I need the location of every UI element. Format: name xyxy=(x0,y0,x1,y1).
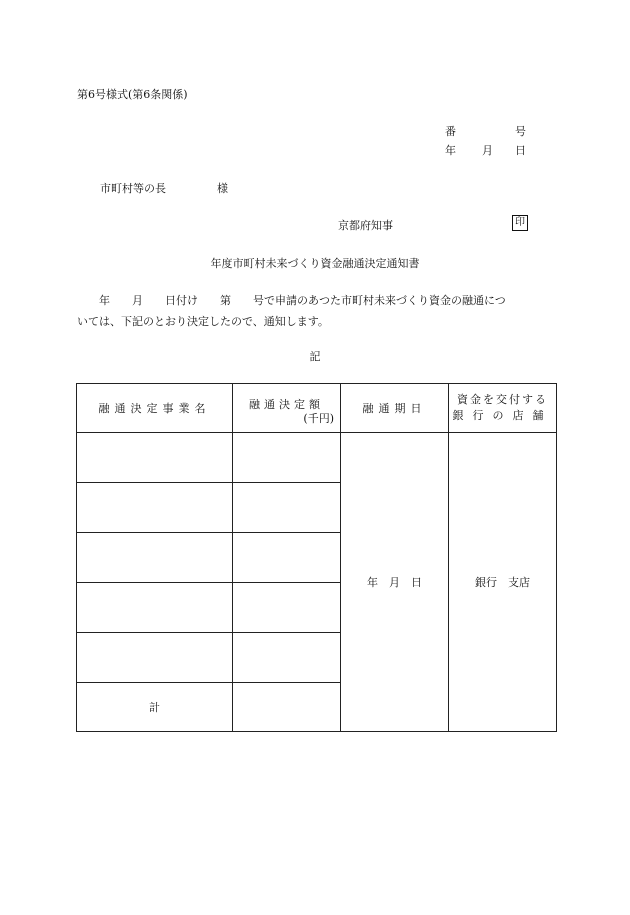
project-cell xyxy=(77,433,233,483)
period-cell xyxy=(341,433,449,732)
total-label-cell xyxy=(77,683,233,732)
header-bank-line-2: 銀行の店舗 xyxy=(452,409,553,422)
ki-heading: 記 xyxy=(309,350,321,363)
header-project-name-label: 融通決定事業名 xyxy=(98,402,211,415)
table-header-row xyxy=(77,384,557,433)
amount-cell xyxy=(233,533,341,583)
header-bank xyxy=(449,384,557,433)
amount-cell xyxy=(233,483,341,533)
project-cell xyxy=(77,583,233,633)
date-day-label: 日 xyxy=(515,144,526,157)
header-amount-label: 融通決定額 xyxy=(249,398,324,411)
total-amount-cell xyxy=(233,683,341,732)
period-value: 年 月 日 xyxy=(367,576,422,589)
project-cell xyxy=(77,633,233,683)
header-amount-unit: (千円) xyxy=(303,412,334,425)
body-text-line-2: いては、下記のとおり決定したので、通知します。 xyxy=(77,315,329,328)
project-cell xyxy=(77,483,233,533)
amount-cell xyxy=(233,583,341,633)
bank-value: 銀行 支店 xyxy=(475,576,530,589)
header-project-name xyxy=(77,384,233,433)
reference-go-label: 号 xyxy=(515,125,526,138)
project-cell xyxy=(77,533,233,583)
header-period-label: 融通期日 xyxy=(362,402,427,415)
body-text-line-1: 年 月 日付け 第 号で申請のあつた市町村未来づくり資金の融通につ xyxy=(77,294,506,307)
addressee-name: 市町村等の長 xyxy=(100,182,166,195)
date-month-label: 月 xyxy=(482,144,493,157)
table-row xyxy=(77,433,557,483)
addressee-honorific: 様 xyxy=(217,182,228,195)
seal-mark: 印 xyxy=(512,215,528,231)
issuer-name: 京都府知事 xyxy=(338,219,393,232)
financing-table xyxy=(76,383,557,732)
bank-cell xyxy=(449,433,557,732)
header-amount xyxy=(233,384,341,433)
date-year-label: 年 xyxy=(445,144,456,157)
header-period xyxy=(341,384,449,433)
amount-cell xyxy=(233,433,341,483)
document-title: 年度市町村未来づくり資金融通決定通知書 xyxy=(210,257,420,270)
total-label: 計 xyxy=(149,701,160,714)
reference-ban-label: 番 xyxy=(445,125,456,138)
amount-cell xyxy=(233,633,341,683)
header-bank-line-1: 資金を交付する xyxy=(457,393,548,406)
form-number: 第6号様式(第6条関係) xyxy=(77,88,188,101)
